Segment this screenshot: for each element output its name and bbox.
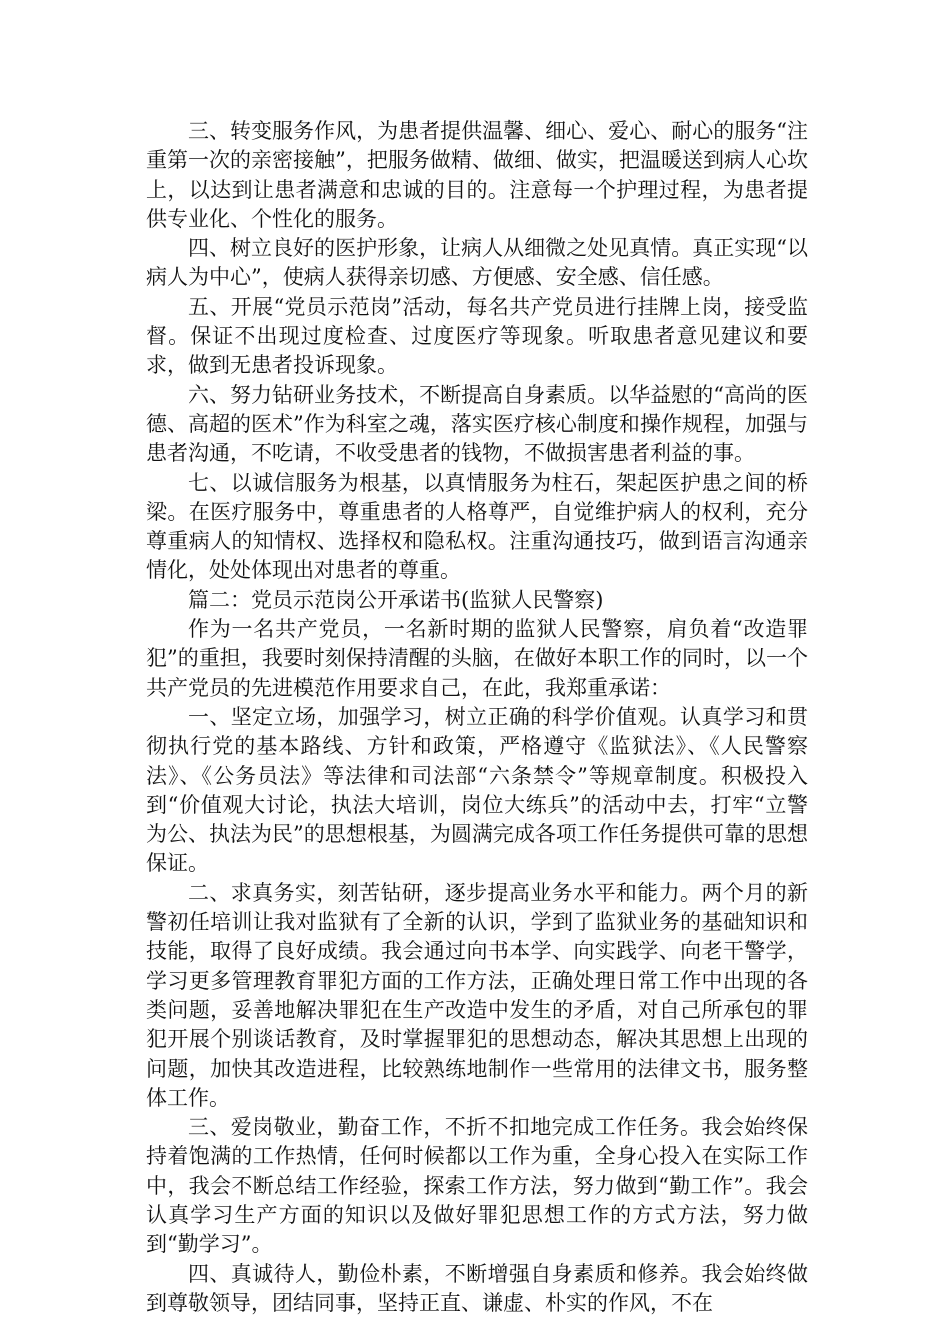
document-page — [146, 117, 808, 1318]
paragraph-pledge-one: 一、坚定立场，加强学习，树立正确的科学价值观。认真学习和贯彻执行党的基本路线、方针和政策，严格遵守《监狱法》、《人民警察法》、《公务员法》等法律和司法部“六条禁令”等规章制度。积极投入到“价值观大讨论，执法大培训，岗位大练兵”的活动中去，打牢“立警为公、执法为民”的思想根基，为圆满完成各项工作任务提供可靠的思想保证。 — [146, 704, 808, 876]
paragraph-integrity: 七、以诚信服务为根基，以真情服务为柱石，架起医护患之间的桥梁。在医疗服务中，尊重患者的人格尊严，自觉维护病人的权利，充分尊重病人的知情权、选择权和隐私权。注重沟通技巧，做到语言沟通亲情化，处处体现出对患者的尊重。 — [146, 470, 808, 583]
section-heading: 篇二：党员示范岗公开承诺书(监狱人民警察) — [188, 587, 604, 612]
paragraph-medical-image: 四、树立良好的医护形象，让病人从细微之处见真情。真正实现“以病人为中心”，使病人获得亲切感、方便感、安全感、信任感。 — [146, 236, 808, 290]
paragraph-service-style: 三、转变服务作风，为患者提供温馨、细心、爱心、耐心的服务“注重第一次的亲密接触”，把服务做精、做细、做实，把温暖送到病人心坎上，以达到让患者满意和忠诚的目的。注意每一个护理过程，为患者提供专业化、个性化的服务。 — [146, 119, 808, 231]
paragraph-intro-pledge: 作为一名共产党员，一名新时期的监狱人民警察，肩负着“改造罪犯”的重担，我要时刻保持清醒的头脑，在做好本职工作的同时，以一个共产党员的先进模范作用要求自己，在此，我郑重承诺： — [146, 617, 808, 700]
paragraph-pledge-two: 二、求真务实，刻苦钻研，逐步提高业务水平和能力。两个月的新警初任培训让我对监狱有了全新的认识，学到了监狱业务的基础知识和技能，取得了良好成绩。我会通过向书本学、向实践学、向老干警学，学习更多管理教育罪犯方面的工作方法，正确处理日常工作中出现的各类问题，妥善地解决罪犯在生产改造中发生的矛盾，对自己所承包的罪犯开展个别谈话教育，及时掌握罪犯的思想动态，解决其思想上出现的问题，加快其改造进程，比较熟练地制作一些常用的法律文书，服务整体工作。 — [146, 880, 808, 1110]
paragraph-model-post: 五、开展“党员示范岗”活动，每名共产党员进行挂牌上岗，接受监督。保证不出现过度检查、过度医疗等现象。听取患者意见建议和要求，做到无患者投诉现象。 — [146, 294, 808, 378]
paragraph-study-skills: 六、努力钻研业务技术，不断提高自身素质。以华益慰的“高尚的医德、高超的医术”作为科室之魂，落实医疗核心制度和操作规程，加强与患者沟通，不吃请，不收受患者的钱物，不做损害患者利益的事。 — [146, 382, 808, 466]
paragraph-pledge-three: 三、爱岗敬业，勤奋工作，不折不扣地完成工作任务。我会始终保持着饱满的工作热情，任何时候都以工作为重，全身心投入在实际工作中，我会不断总结工作经验，探索工作方法，努力做到“勤工作”。我会认真学习生产方面的知识以及做好罪犯思想工作的方式方法，努力做到“勤学习”。 — [146, 1115, 808, 1257]
paragraph-pledge-four: 四、真诚待人，勤俭朴素，不断增强自身素质和修养。我会始终做到尊敬领导，团结同事，坚持正直、谦虚、朴实的作风，不在 — [146, 1261, 808, 1315]
